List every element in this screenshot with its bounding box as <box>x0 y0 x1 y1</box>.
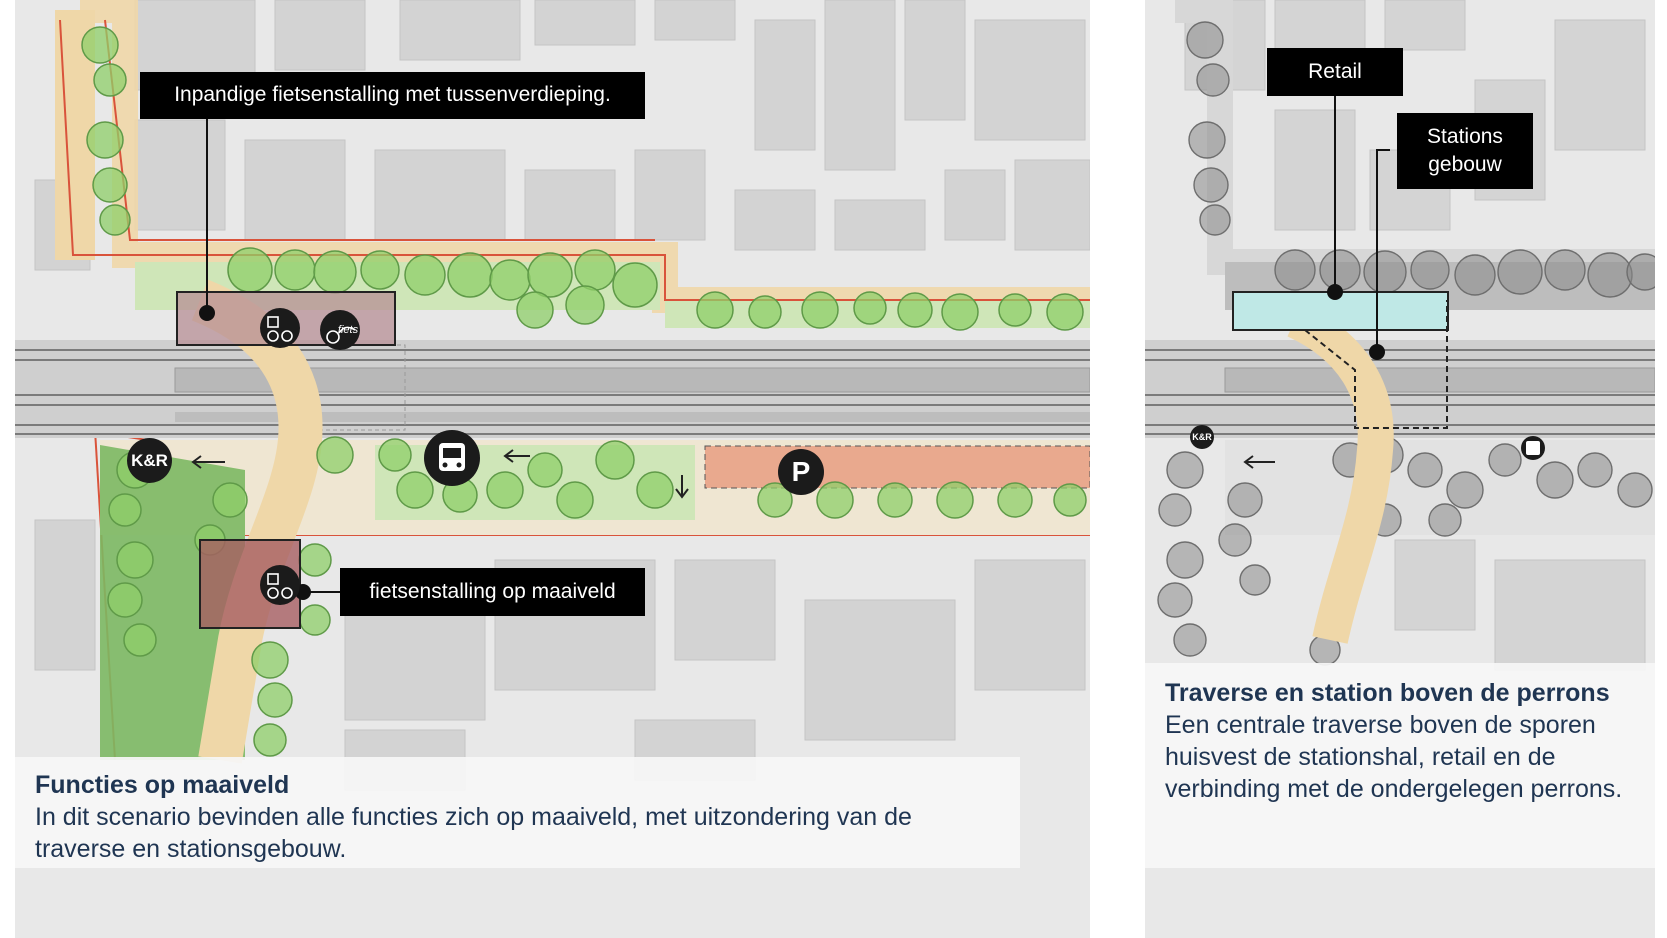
map-panel-left <box>15 0 1090 938</box>
parking-area <box>705 446 1090 488</box>
caption-right-title: Traverse en station boven de perrons <box>1165 679 1610 707</box>
kiss-and-ride-marker: K&R <box>127 438 172 483</box>
kiss-and-ride-marker-right: K&R <box>1190 425 1214 449</box>
parking-marker: P <box>778 449 824 495</box>
label-fietsenstalling-maaiveld: fietsenstalling op maaiveld <box>340 568 645 616</box>
label-inpandige-fietsenstalling: Inpandige fietsenstalling met tussenverdieping. <box>140 72 645 119</box>
map-panel-right <box>1145 0 1655 938</box>
caption-right-body: Een centrale traverse boven de sporen huisvest de stationshal, retail en de verbinding met de ondergelegen perrons. <box>1165 711 1623 803</box>
label-stationsgebouw-line1: Stations <box>1427 124 1503 148</box>
fiets-marker: fiets <box>337 324 359 336</box>
label-stationsgebouw <box>1397 113 1533 189</box>
caption-right <box>1145 663 1655 868</box>
bus-icon <box>424 430 480 486</box>
label-retail: Retail <box>1267 48 1403 96</box>
caption-left-title: Functies op maaiveld <box>35 771 290 799</box>
bus-icon-right <box>1521 436 1545 460</box>
label-stationsgebouw-line2: gebouw <box>1428 153 1502 176</box>
caption-left-body: In dit scenario bevinden alle functies zich op maaiveld, met uitzondering van de traverse en stationsgebouw. <box>35 803 912 863</box>
caption-left <box>15 757 1020 868</box>
